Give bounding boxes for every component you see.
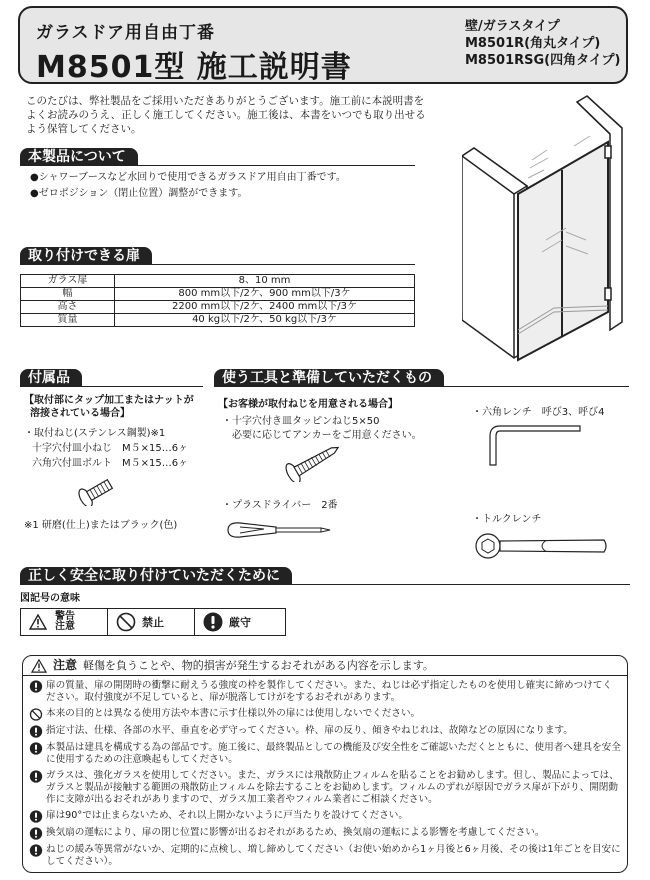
row-value: 2200 mm以下/2ケ、2400 mm以下/3ケ	[115, 301, 415, 314]
condition-text: 【取付部にタップ加工またはナットが	[24, 395, 194, 406]
section-heading-about	[20, 148, 415, 166]
legend-label: 厳守	[229, 616, 251, 629]
product-types	[465, 18, 620, 69]
shower-door-illustration	[462, 90, 632, 370]
accessories-content	[24, 394, 214, 471]
bullet-item: ●ゼロポジション（閉止位置）調整ができます。	[30, 188, 248, 199]
legend-label: 禁止	[142, 616, 164, 629]
divider	[20, 165, 415, 166]
prohibited-icon	[116, 612, 136, 632]
row-label: 幅	[21, 288, 115, 301]
symbol-legend-table	[20, 608, 286, 636]
caution-text: 本製品は建具を構成する為の部品です。施工後に、最終製品としての機能及び安全性をご確認いただくとともに、使用者へ建具を安全に使用するための注意喚起もしてください。	[46, 742, 621, 765]
row-label: ガラス扉	[21, 275, 115, 288]
caution-items	[29, 680, 621, 872]
divider	[214, 386, 629, 387]
type-line: M8501R(角丸タイプ)	[465, 36, 601, 51]
caution-item	[29, 680, 621, 704]
row-label: 高さ	[21, 301, 115, 314]
caution-header	[23, 656, 627, 676]
caution-text: 換気扇の運転により、扉の閉じ位置に影響が出るおそれがあるため、換気扇の運転による影響を考慮してください。	[46, 827, 545, 838]
mandatory-icon	[29, 680, 43, 693]
table-row	[21, 275, 415, 288]
screws-title: ・取付ねじ(ステンレス鋼製)※1	[24, 428, 166, 439]
tapping-screw-illustration	[282, 442, 344, 482]
divider	[20, 584, 630, 585]
hex-wrench-label: ・六角レンチ 呼び3、呼び4	[472, 407, 605, 418]
legend-prohibited	[108, 609, 195, 636]
caution-text: ガラスは、強化ガラスを使用してください。また、ガラスには飛散防止フィルムを貼ることをお勧めします。但し、製品によっては、ガラスと製品が接触する範囲の飛散防止フィルムを除去することをお勧めします。フィルムのずれが原因でガラス扉が下がり、開閉動作に支障が出るおそれがありますので、ガラス加工業者やフィルム業者にご相談ください。	[46, 770, 619, 805]
tapping-screw-label: ・十字穴付き皿タッピンねじ5×50	[222, 416, 380, 427]
finish-note: ※1 研磨(仕上)またはブラック(色)	[24, 520, 178, 531]
screw-spec: 十字穴付皿小ねじ M５×15…6ヶ	[32, 443, 189, 454]
row-value: 40 kg以下/2ケ、50 kg以下/3ケ	[115, 314, 415, 327]
legend-label: 警告	[55, 611, 75, 622]
section-heading-tools	[214, 369, 629, 387]
type-line: 壁/ガラスタイプ	[465, 19, 560, 34]
document-title: M8501型 施工説明書	[36, 50, 352, 85]
caution-box	[22, 655, 628, 873]
section-heading-accessories	[20, 369, 203, 387]
screwdriver-label: ・プラスドライバー 2番	[222, 500, 338, 511]
caution-item	[29, 708, 621, 721]
caution-item	[29, 742, 621, 766]
caution-text: 指定寸法、仕様、各部の水平、垂直を必ず守ってください。枠、扉の反り、傾きやねじれは、故障などの原因になります。	[46, 725, 573, 736]
tools-condition: 【お客様が取付ねじを用意される場合】	[218, 399, 398, 410]
table-row	[21, 314, 415, 327]
section-title: 付属品	[20, 369, 82, 387]
condition-text: 溶接されている場合】	[30, 408, 130, 419]
section-heading-safety	[20, 567, 630, 585]
hex-wrench-illustration	[484, 422, 584, 467]
screw-spec: 六角穴付皿ボルト M５×15…6ヶ	[32, 458, 189, 469]
mandatory-icon	[29, 742, 43, 755]
caution-label: 注意	[53, 658, 78, 672]
row-value: 800 mm以下/2ケ、900 mm以下/3ケ	[115, 288, 415, 301]
mandatory-icon	[29, 725, 43, 738]
about-bullets	[30, 170, 346, 202]
table-row	[21, 301, 415, 314]
warning-triangle-icon	[29, 614, 47, 630]
warning-triangle-icon	[31, 659, 47, 673]
anchor-note: 必要に応じてアンカーをご用意ください。	[232, 430, 422, 441]
intro-text: このたびは、弊社製品をご採用いただきありがとうございます。施工前に本説明書をよくお読みのうえ、正しく施工してください。施工後は、本書をいつでも取り出せるよう保管してください。	[26, 95, 426, 135]
mandatory-icon	[29, 770, 43, 783]
row-label: 質量	[21, 314, 115, 327]
torque-wrench-label: ・トルクレンチ	[472, 514, 542, 525]
mandatory-icon	[203, 612, 223, 632]
legend-title: 図記号の意味	[20, 593, 80, 604]
divider	[20, 386, 203, 387]
door-spec-table	[20, 274, 415, 327]
caution-item	[29, 770, 621, 806]
prohibited-icon	[29, 708, 43, 721]
caution-text: 本来の目的とは異なる使用方法や本書に示す仕様以外の扉には使用しないでください。	[46, 708, 421, 719]
screwdriver-illustration	[226, 519, 336, 541]
row-value: 8、10 mm	[115, 275, 415, 288]
machine-screw-illustration	[76, 478, 116, 506]
caution-item	[29, 827, 621, 840]
caution-text: 扉の質量、扉の開閉時の衝撃に耐えうる強度の枠を製作してください。また、ねじは必ず指定したものを使用し確実に締めつけてください。取付強度が不足していると、扉が脱落してけがをするおそれがあります。	[46, 680, 613, 703]
caution-item	[29, 810, 621, 823]
section-heading-doors	[20, 247, 415, 265]
type-line: M8501RSG(四角タイプ)	[465, 53, 621, 68]
caution-text: ねじの緩み等異常がないか、定期的に点検し、増し締めしてください（お使い始めから1ヶ月後と6ヶ月後、その後は1年ごとを目安にしてください）。	[46, 844, 621, 867]
caution-text: 扉は90°では止まらないため、それ以上開かないように戸当たりを設けてください。	[46, 810, 408, 821]
caution-description: 軽傷を負うことや、物的損害が発生するおそれがある内容を示します。	[83, 659, 434, 672]
caution-item	[29, 725, 621, 738]
divider	[20, 264, 415, 265]
legend-warning	[21, 609, 108, 636]
section-title: 取り付けできる扉	[20, 247, 152, 265]
section-title: 正しく安全に取り付けていただくために	[20, 567, 292, 585]
section-title: 使う工具と準備していただくもの	[214, 369, 444, 387]
torque-wrench-illustration	[474, 532, 609, 560]
mandatory-icon	[29, 827, 43, 840]
mandatory-icon	[29, 844, 43, 857]
legend-mandatory	[195, 609, 286, 636]
mandatory-icon	[29, 810, 43, 823]
bullet-item: ●シャワーブースなど水回りで使用できるガラスドア用自由丁番です。	[30, 172, 346, 183]
caution-item	[29, 844, 621, 868]
legend-label: 注意	[55, 621, 75, 632]
table-row	[21, 288, 415, 301]
document-header	[18, 6, 628, 84]
section-title: 本製品について	[20, 148, 138, 166]
product-subtitle: ガラスドア用自由丁番	[36, 23, 215, 43]
